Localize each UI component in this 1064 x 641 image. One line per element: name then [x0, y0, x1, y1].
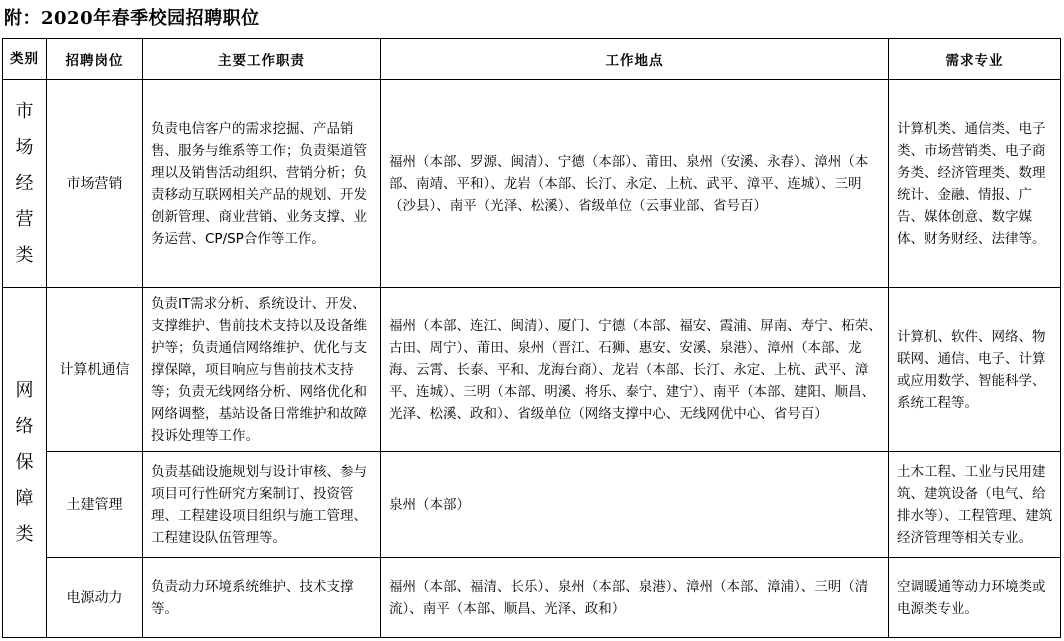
duties-cell: 负责IT需求分析、系统设计、开发、支撑维护、售前技术支持以及设备维护等；负责通信网络维护、优化与支撑保障，项目响应与售前技术支持等；负责无线网络分析、网络优化和网络调整，基站设备日常维护和故障投诉处理等工作。: [143, 288, 381, 452]
location-cell: 泉州（本部）: [381, 452, 889, 558]
location-cell: 福州（本部、罗源、闽清）、宁德（本部）、莆田、泉州（安溪、永春）、漳州（本部、南靖、平和）、龙岩（本部、长汀、永定、上杭、武平、漳平、连城）、三明（沙县）、南平（光泽、松溪）、省级单位（云事业部、省号百）: [381, 80, 889, 288]
position-cell: 土建管理: [47, 452, 143, 558]
major-cell: 土木工程、工业与民用建筑、建筑设备（电气、给排水等）、工程管理、建筑经济管理等相关专业。: [889, 452, 1061, 558]
category-cell: [3, 80, 47, 288]
major-cell: 计算机、软件、网络、物联网、通信、电子、计算或应用数学、智能科学、系统工程等。: [889, 288, 1061, 452]
position-cell: 电源动力: [47, 558, 143, 638]
header-duties: 主要工作职责: [143, 39, 381, 80]
category-cell: [3, 288, 47, 638]
duties-cell: 负责动力环境系统维护、技术支撑等。: [143, 558, 381, 638]
major-cell: 计算机类、通信类、电子类、市场营销类、电子商务类、经济管理类、数理统计、金融、情报、广告、媒体创意、数字媒体、财务财经、法律等。: [889, 80, 1061, 288]
table-row: [3, 288, 1061, 452]
table-row: [3, 452, 1061, 558]
page-title: 附：2020年春季校园招聘职位: [4, 8, 260, 29]
header-major: 需求专业: [889, 39, 1061, 80]
category-label: 网络保障类: [15, 379, 34, 545]
duties-cell: 负责基础设施规划与设计审核、参与项目可行性研究方案制订、投资管理、工程建设项目组织与施工管理、工程建设队伍管理等。: [143, 452, 381, 558]
header-category: 类别: [3, 39, 47, 80]
header-position: 招聘岗位: [47, 39, 143, 80]
header-location: 工作地点: [381, 39, 889, 80]
table-row: [3, 558, 1061, 638]
duties-cell: 负责电信客户的需求挖掘、产品销售、服务与维系等工作；负责渠道管理以及销售活动组织、营销分析；负责移动互联网相关产品的规划、开发创新管理、商业营销、业务支撑、业务运营、CP/SP合作等工作。: [143, 80, 381, 288]
table-row: [3, 80, 1061, 288]
major-cell: 空调暖通等动力环境类或电源类专业。: [889, 558, 1061, 638]
location-cell: 福州（本部、福清、长乐）、泉州（本部、泉港）、漳州（本部、漳浦）、三明（清流）、南平（本部、顺昌、光泽、政和）: [381, 558, 889, 638]
location-cell: 福州（本部、连江、闽清）、厦门、宁德（本部、福安、霞浦、屏南、寿宁、柘荣、古田、周宁）、莆田、泉州（晋江、石狮、惠安、安溪、泉港）、漳州（本部、龙海、云霄、长泰、平和、龙海台商）、龙岩（本部、长汀、永定、上杭、武平、漳平、连城）、三明（本部、明溪、将乐、泰宁、建宁）、南平（本部、建阳、顺昌、光泽、松溪、政和）、省级单位（网络支撑中心、无线网优中心、省号百）: [381, 288, 889, 452]
category-label: 市场经营类: [15, 100, 34, 266]
position-cell: 计算机通信: [47, 288, 143, 452]
recruitment-table: [2, 38, 1061, 638]
position-cell: 市场营销: [47, 80, 143, 288]
table-header-row: [3, 39, 1061, 80]
